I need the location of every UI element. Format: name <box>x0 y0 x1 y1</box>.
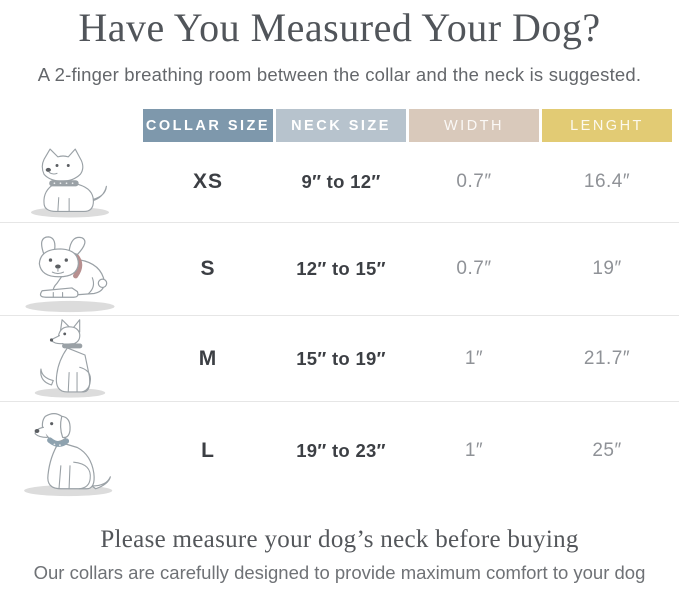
length-value: 25″ <box>592 439 622 461</box>
size-chart-card <box>0 4 679 593</box>
neck-value: 12″ to 15″ <box>296 258 386 279</box>
width-value: 1″ <box>464 347 484 369</box>
small-terrier-icon <box>18 144 122 220</box>
neck-value: 9″ to 12″ <box>301 171 381 192</box>
dog-illustration-small-terrier <box>0 142 140 222</box>
footer-subtitle: Our collars are carefully designed to provide maximum comfort to your dog <box>33 562 646 583</box>
dog-illustration-labrador <box>0 402 140 499</box>
neck-value: 19″ to 23″ <box>296 439 386 461</box>
page-subtitle: A 2-finger breathing room between the collar and the neck is suggested. <box>37 64 642 85</box>
dog-illustration-french-bulldog <box>0 223 140 315</box>
table-row-l <box>0 402 679 499</box>
length-value: 19″ <box>592 258 622 279</box>
width-value: 0.7″ <box>456 171 492 192</box>
medium-dog-icon <box>20 318 120 399</box>
page-title: Have You Measured Your Dog? <box>78 5 601 50</box>
labrador-icon <box>15 409 125 497</box>
table-row-s <box>0 223 679 316</box>
column-header-neck-size: NECK SIZE <box>276 109 406 142</box>
length-value: 16.4″ <box>583 171 631 192</box>
dog-illustration-medium-dog <box>0 316 140 401</box>
width-value: 1″ <box>464 439 484 461</box>
table-row-xs <box>0 142 679 223</box>
size-label: S <box>200 257 216 280</box>
table-row-m <box>0 316 679 402</box>
size-label: M <box>198 346 218 370</box>
length-value: 21.7″ <box>583 347 631 369</box>
french-bulldog-icon <box>14 235 126 313</box>
size-label: XS <box>192 170 223 193</box>
table-header-row <box>0 109 672 142</box>
column-header-collar-size: COLLAR SIZE <box>143 109 273 142</box>
footer-title: Please measure your dog’s neck before buying <box>100 526 579 553</box>
column-header-width: WIDTH <box>409 109 539 142</box>
neck-value: 15″ to 19″ <box>296 347 386 369</box>
size-label: L <box>201 438 215 462</box>
column-header-length: LENGHT <box>542 109 672 142</box>
header-spacer <box>0 109 140 142</box>
width-value: 0.7″ <box>456 258 492 279</box>
